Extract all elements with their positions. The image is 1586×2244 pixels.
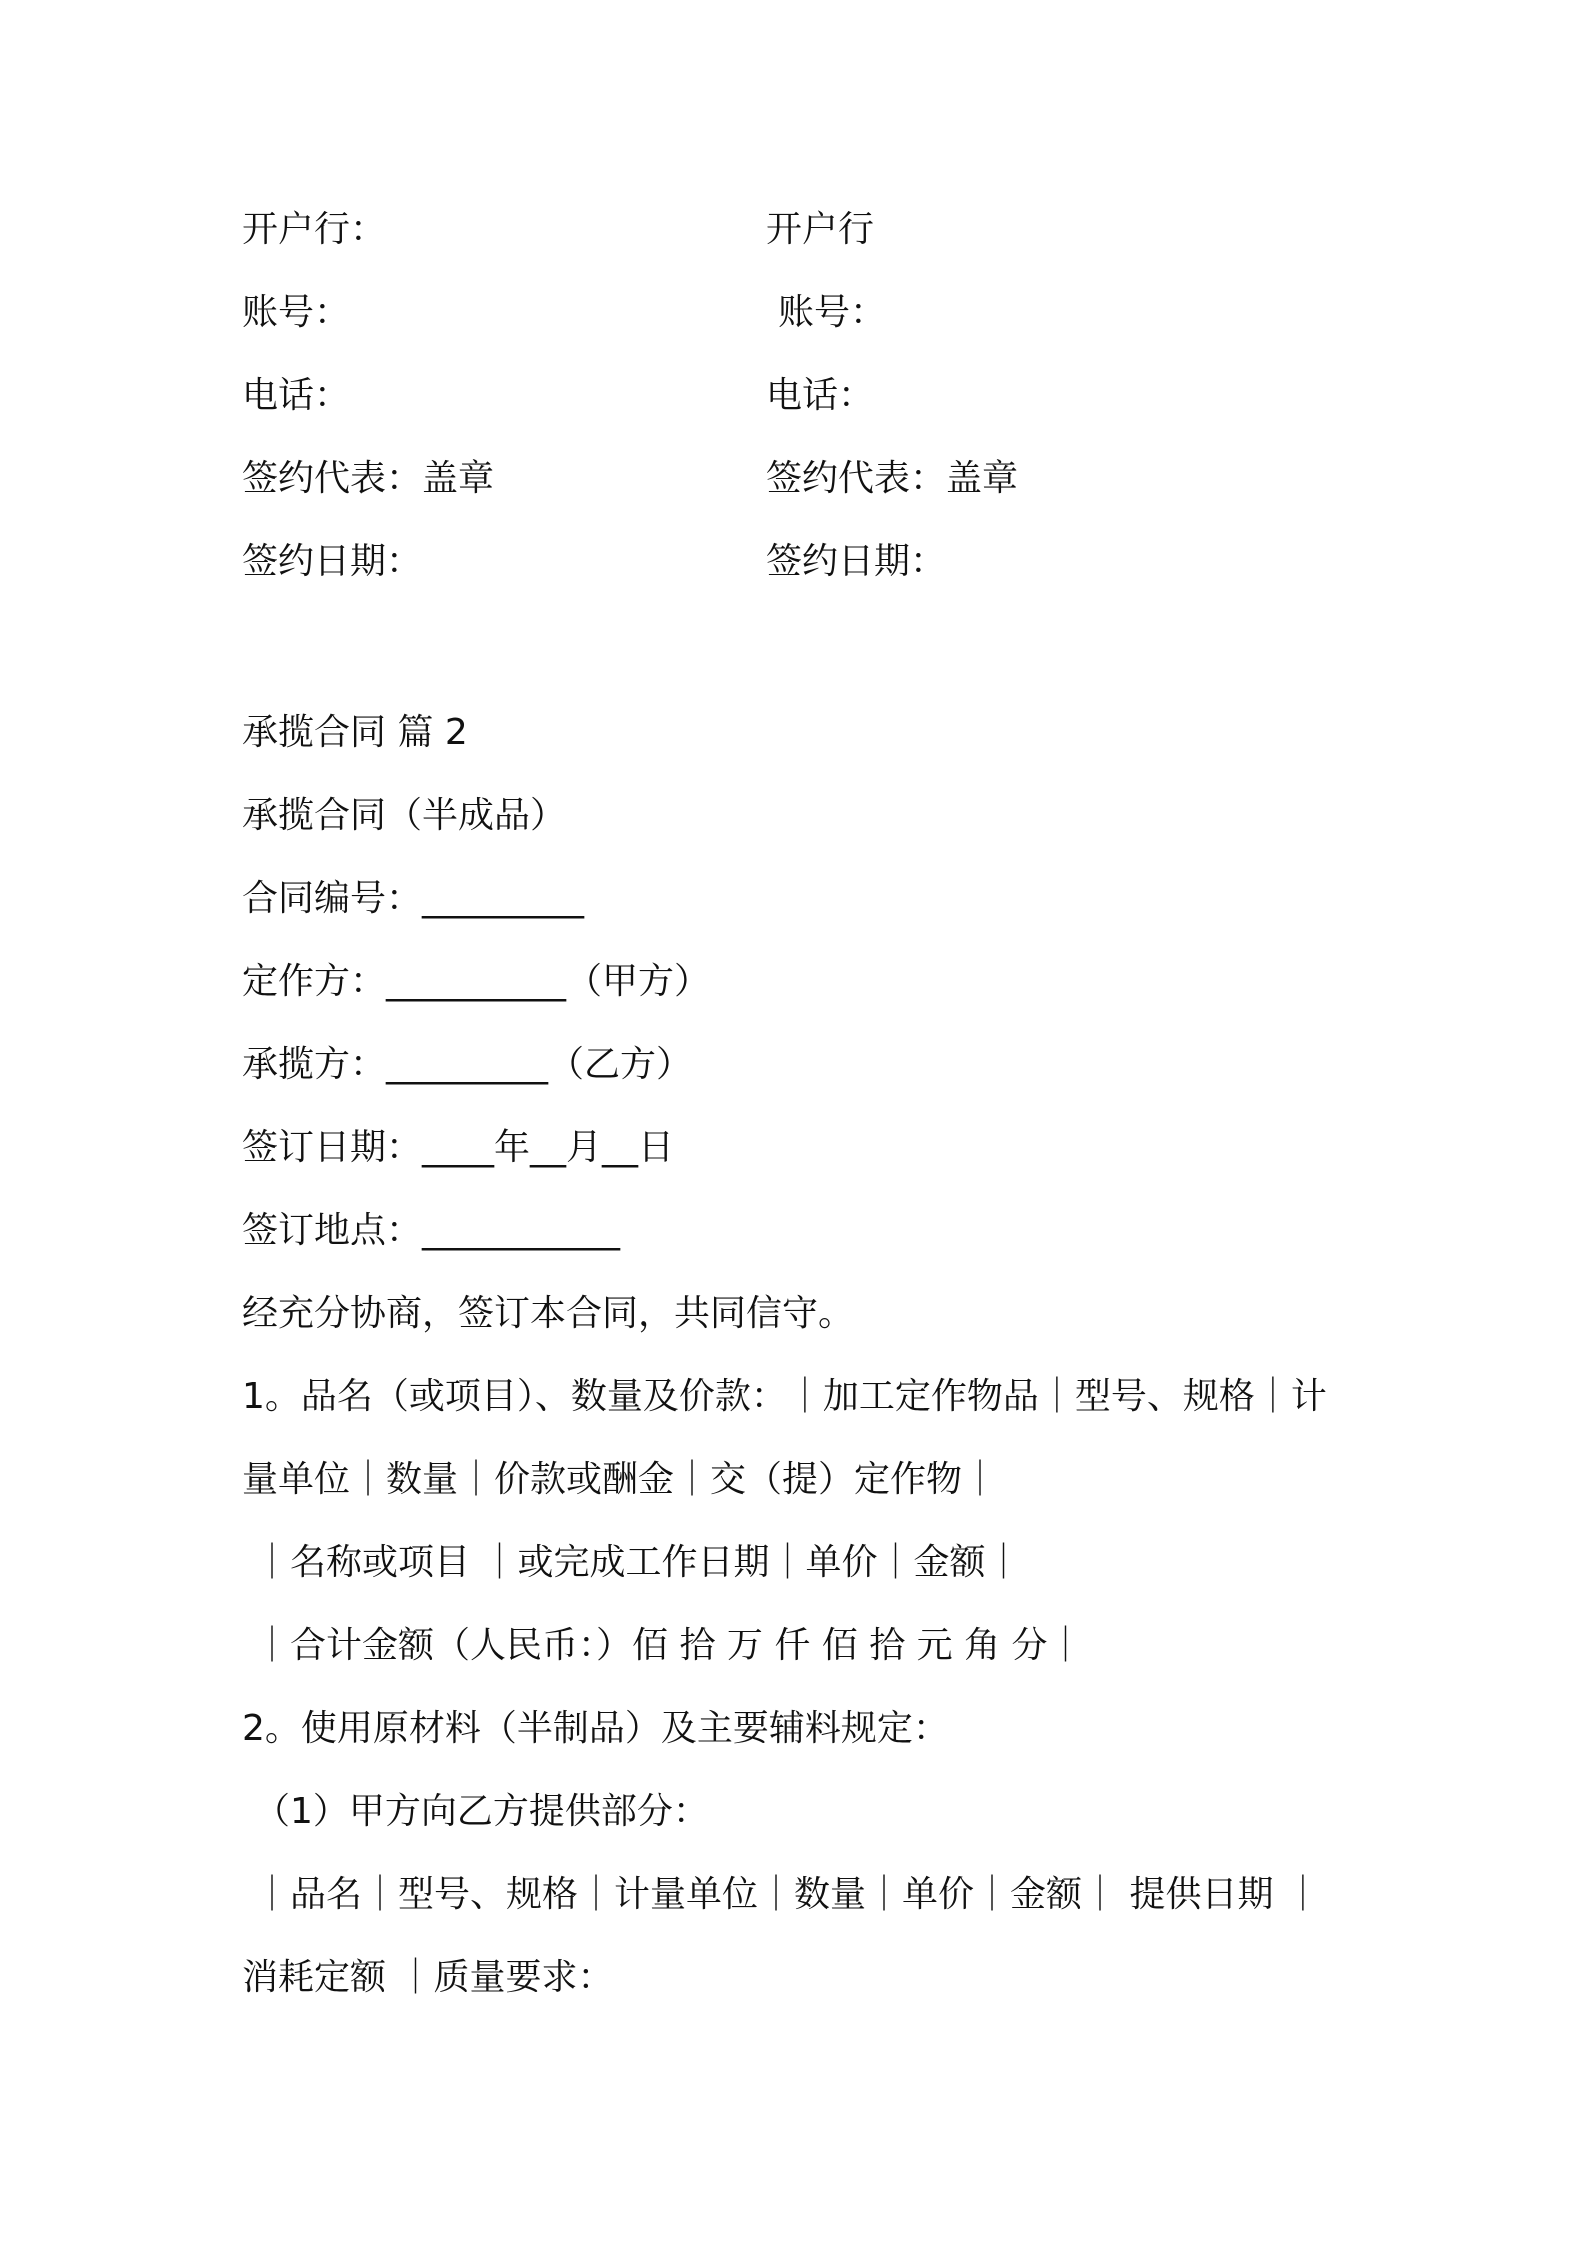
sign-place-line: 签订地点：___________ xyxy=(242,1210,621,1251)
contract-subtitle: 承揽合同（半成品） xyxy=(242,795,567,836)
customer-line: 定作方：__________（甲方） xyxy=(242,961,711,1002)
party-b-date-label: 签约日期： xyxy=(766,541,947,582)
sign-date-line: 签订日期：____年__月__日 xyxy=(242,1127,675,1168)
signature-row-representative xyxy=(242,443,1342,526)
party-a-representative-label: 签约代表：盖章 xyxy=(242,458,495,499)
item2-table-line-1: ｜品名｜型号、规格｜计量单位｜数量｜单价｜金额｜ 提供日期 ｜ xyxy=(254,1874,1321,1915)
item2-heading: 2。使用原材料（半制品）及主要辅料规定： xyxy=(242,1708,949,1749)
item1-line-4: ｜合计金额（人民币：）佰 拾 万 仟 佰 拾 元 角 分｜ xyxy=(254,1625,1084,1666)
contract-heading: 承揽合同 篇 2 xyxy=(242,712,468,753)
party-a-bank-label: 开户行： xyxy=(242,209,387,250)
item1-line-3: ｜名称或项目 ｜或完成工作日期｜单价｜金额｜ xyxy=(254,1542,1022,1583)
contractor-line: 承揽方：_________（乙方） xyxy=(242,1044,693,1085)
item1-line-1: 1。品名（或项目）、数量及价款：｜加工定作物品｜型号、规格｜计 xyxy=(242,1376,1327,1417)
signature-row-phone xyxy=(242,360,1342,443)
signature-row-date xyxy=(242,526,1342,609)
signature-block xyxy=(242,194,1342,609)
intro-paragraph: 经充分协商，签订本合同，共同信守。 xyxy=(242,1293,855,1334)
contract-body xyxy=(242,691,1372,2019)
signature-row-bank xyxy=(242,194,1342,277)
party-a-account-label: 账号： xyxy=(242,292,351,333)
item1-line-2: 量单位｜数量｜价款或酬金｜交（提）定作物｜ xyxy=(242,1459,999,1500)
party-a-date-label: 签约日期： xyxy=(242,541,423,582)
contract-number-line: 合同编号：_________ xyxy=(242,878,585,919)
item2-table-line-2: 消耗定额 ｜质量要求： xyxy=(242,1957,614,1998)
item2-subheading: （1）甲方向乙方提供部分： xyxy=(254,1791,709,1832)
party-a-phone-label: 电话： xyxy=(242,375,351,416)
party-b-account-label: 账号： xyxy=(778,292,887,333)
signature-row-account xyxy=(242,277,1342,360)
party-b-phone-label: 电话： xyxy=(766,375,875,416)
party-b-bank-label: 开户行 xyxy=(766,209,875,250)
party-b-representative-label: 签约代表：盖章 xyxy=(766,458,1019,499)
